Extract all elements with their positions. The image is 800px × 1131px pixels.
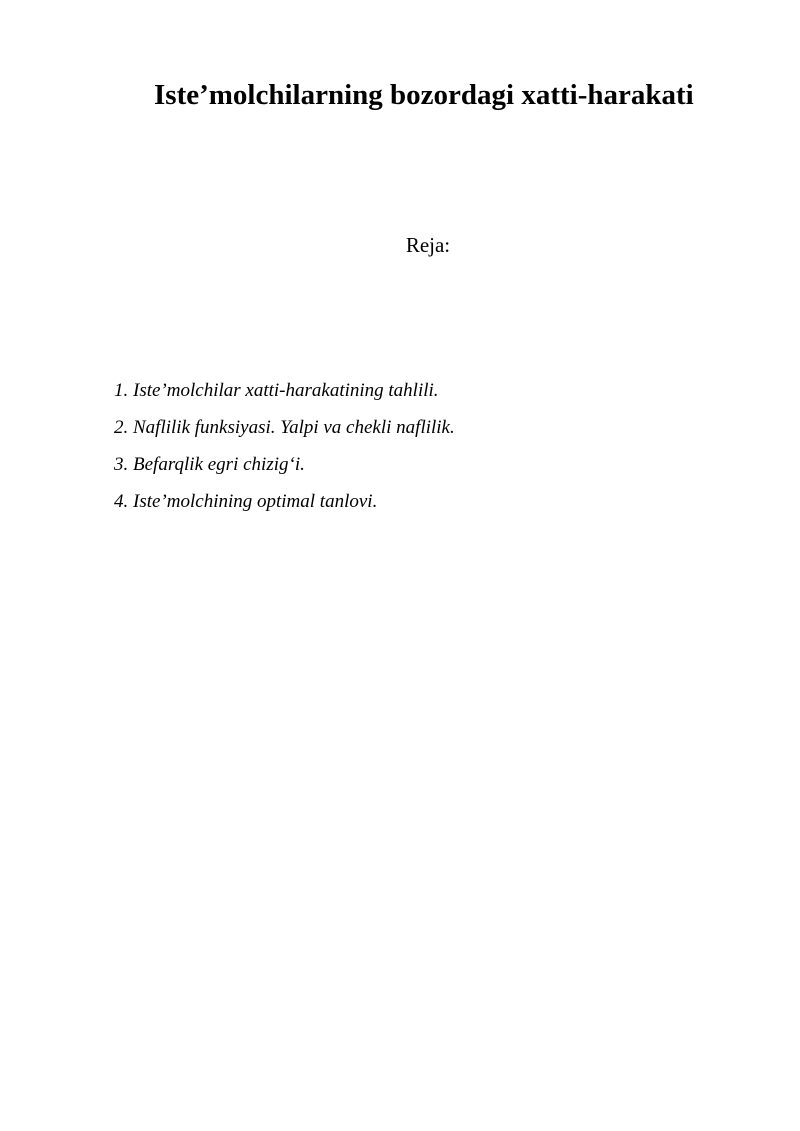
plan-item-text: Naflilik funksiyasi. Yalpi va chekli naflilik. (133, 416, 455, 438)
plan-item-number: 2. (114, 416, 129, 438)
plan-heading: Reja: (405, 233, 451, 257)
document-title: Iste’molchilarning bozordagi xatti-harakati (154, 79, 694, 111)
plan-item-number: 4. (114, 490, 129, 512)
plan-item-text: Iste’molchilar xatti-harakatining tahlili. (133, 379, 439, 401)
plan-item-number: 1. (114, 379, 129, 401)
plan-item-number: 3. (114, 453, 129, 475)
plan-list (114, 372, 455, 520)
plan-item-1 (114, 372, 455, 409)
plan-item-text: Iste’molchining optimal tanlovi. (133, 490, 378, 512)
plan-item-text: Befarqlik egri chizig‘i. (133, 453, 305, 475)
plan-item-2 (114, 409, 455, 446)
plan-item-3 (114, 446, 455, 483)
plan-item-4 (114, 483, 455, 520)
